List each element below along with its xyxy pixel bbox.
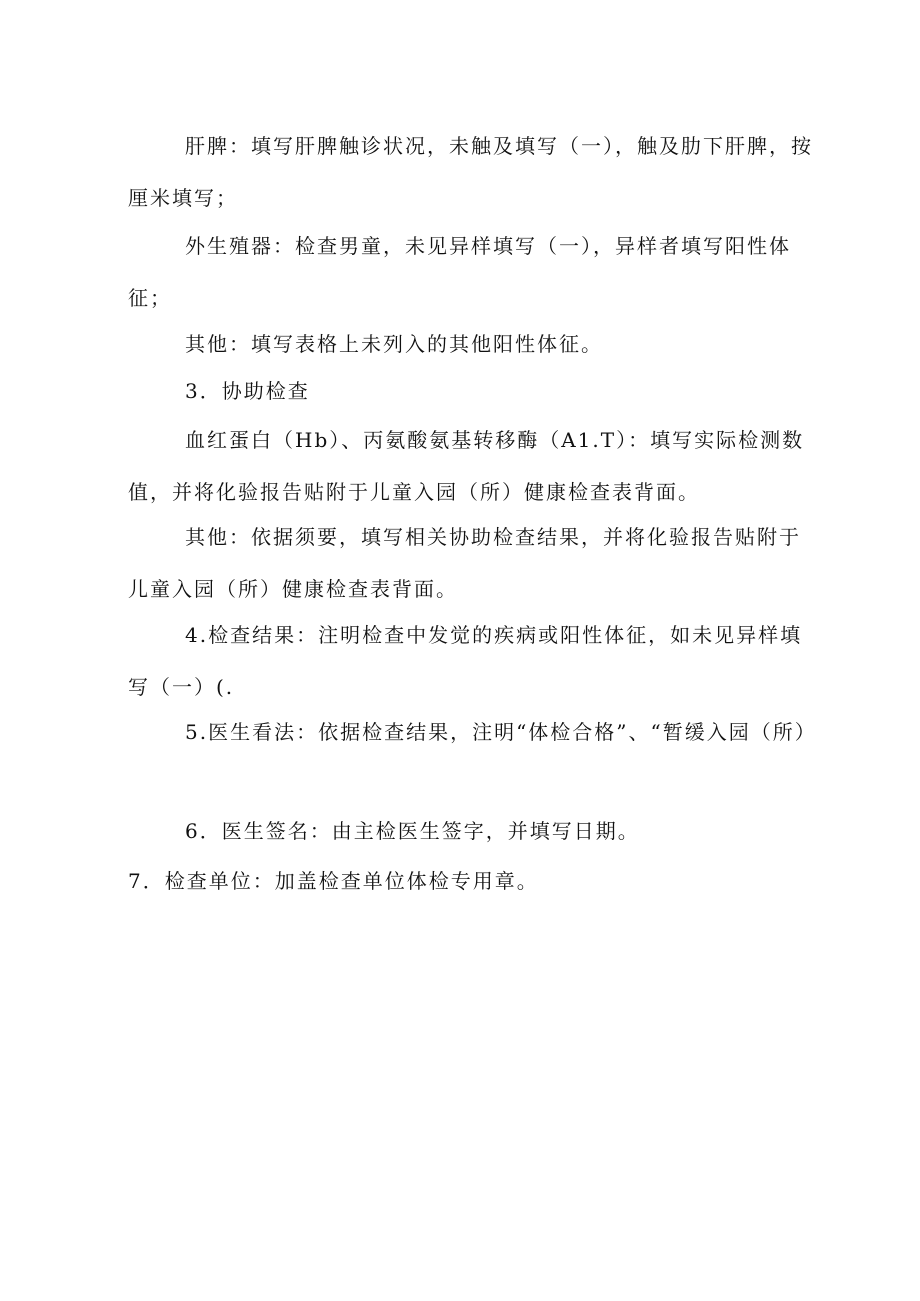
- paragraph-exam-unit: 7．检查单位：加盖检查单位体检专用章。: [128, 869, 539, 893]
- paragraph-liver-spleen: 肝脾：填写肝脾触诊状况，未触及填写（一），触及肋下肝脾，按厘米填写；: [128, 134, 813, 210]
- paragraph-doctor-opinion: 5.医生看法：依据检查结果，注明“体检合格”、“暂缓入园（所）: [185, 720, 817, 744]
- paragraph-hemoglobin-alt: 血红蛋白（Hb）、丙氨酸氨基转移酶（A1.T）：填写实际检测数值，并将化验报告贴附于儿童入园（所）健康检查表背面。: [128, 428, 805, 504]
- paragraph-external-genitalia: 外生殖器：检查男童，未见异样填写（一），异样者填写阳性体征；: [128, 234, 791, 310]
- paragraph-other-auxiliary: 其他：依据须要，填写相关协助检查结果，并将化验报告贴附于儿童入园（所）健康检查表背面。: [128, 525, 801, 601]
- paragraph-exam-results: 4.检查结果：注明检查中发觉的疾病或阳性体征，如未见异样填写（一）(.: [128, 623, 803, 699]
- section-heading-auxiliary-exam: 3．协助检查: [185, 379, 310, 403]
- paragraph-other-signs: 其他：填写表格上未列入的其他阳性体征。: [185, 332, 603, 356]
- paragraph-doctor-signature: 6．医生签名：由主检医生签字，并填写日期。: [185, 819, 640, 843]
